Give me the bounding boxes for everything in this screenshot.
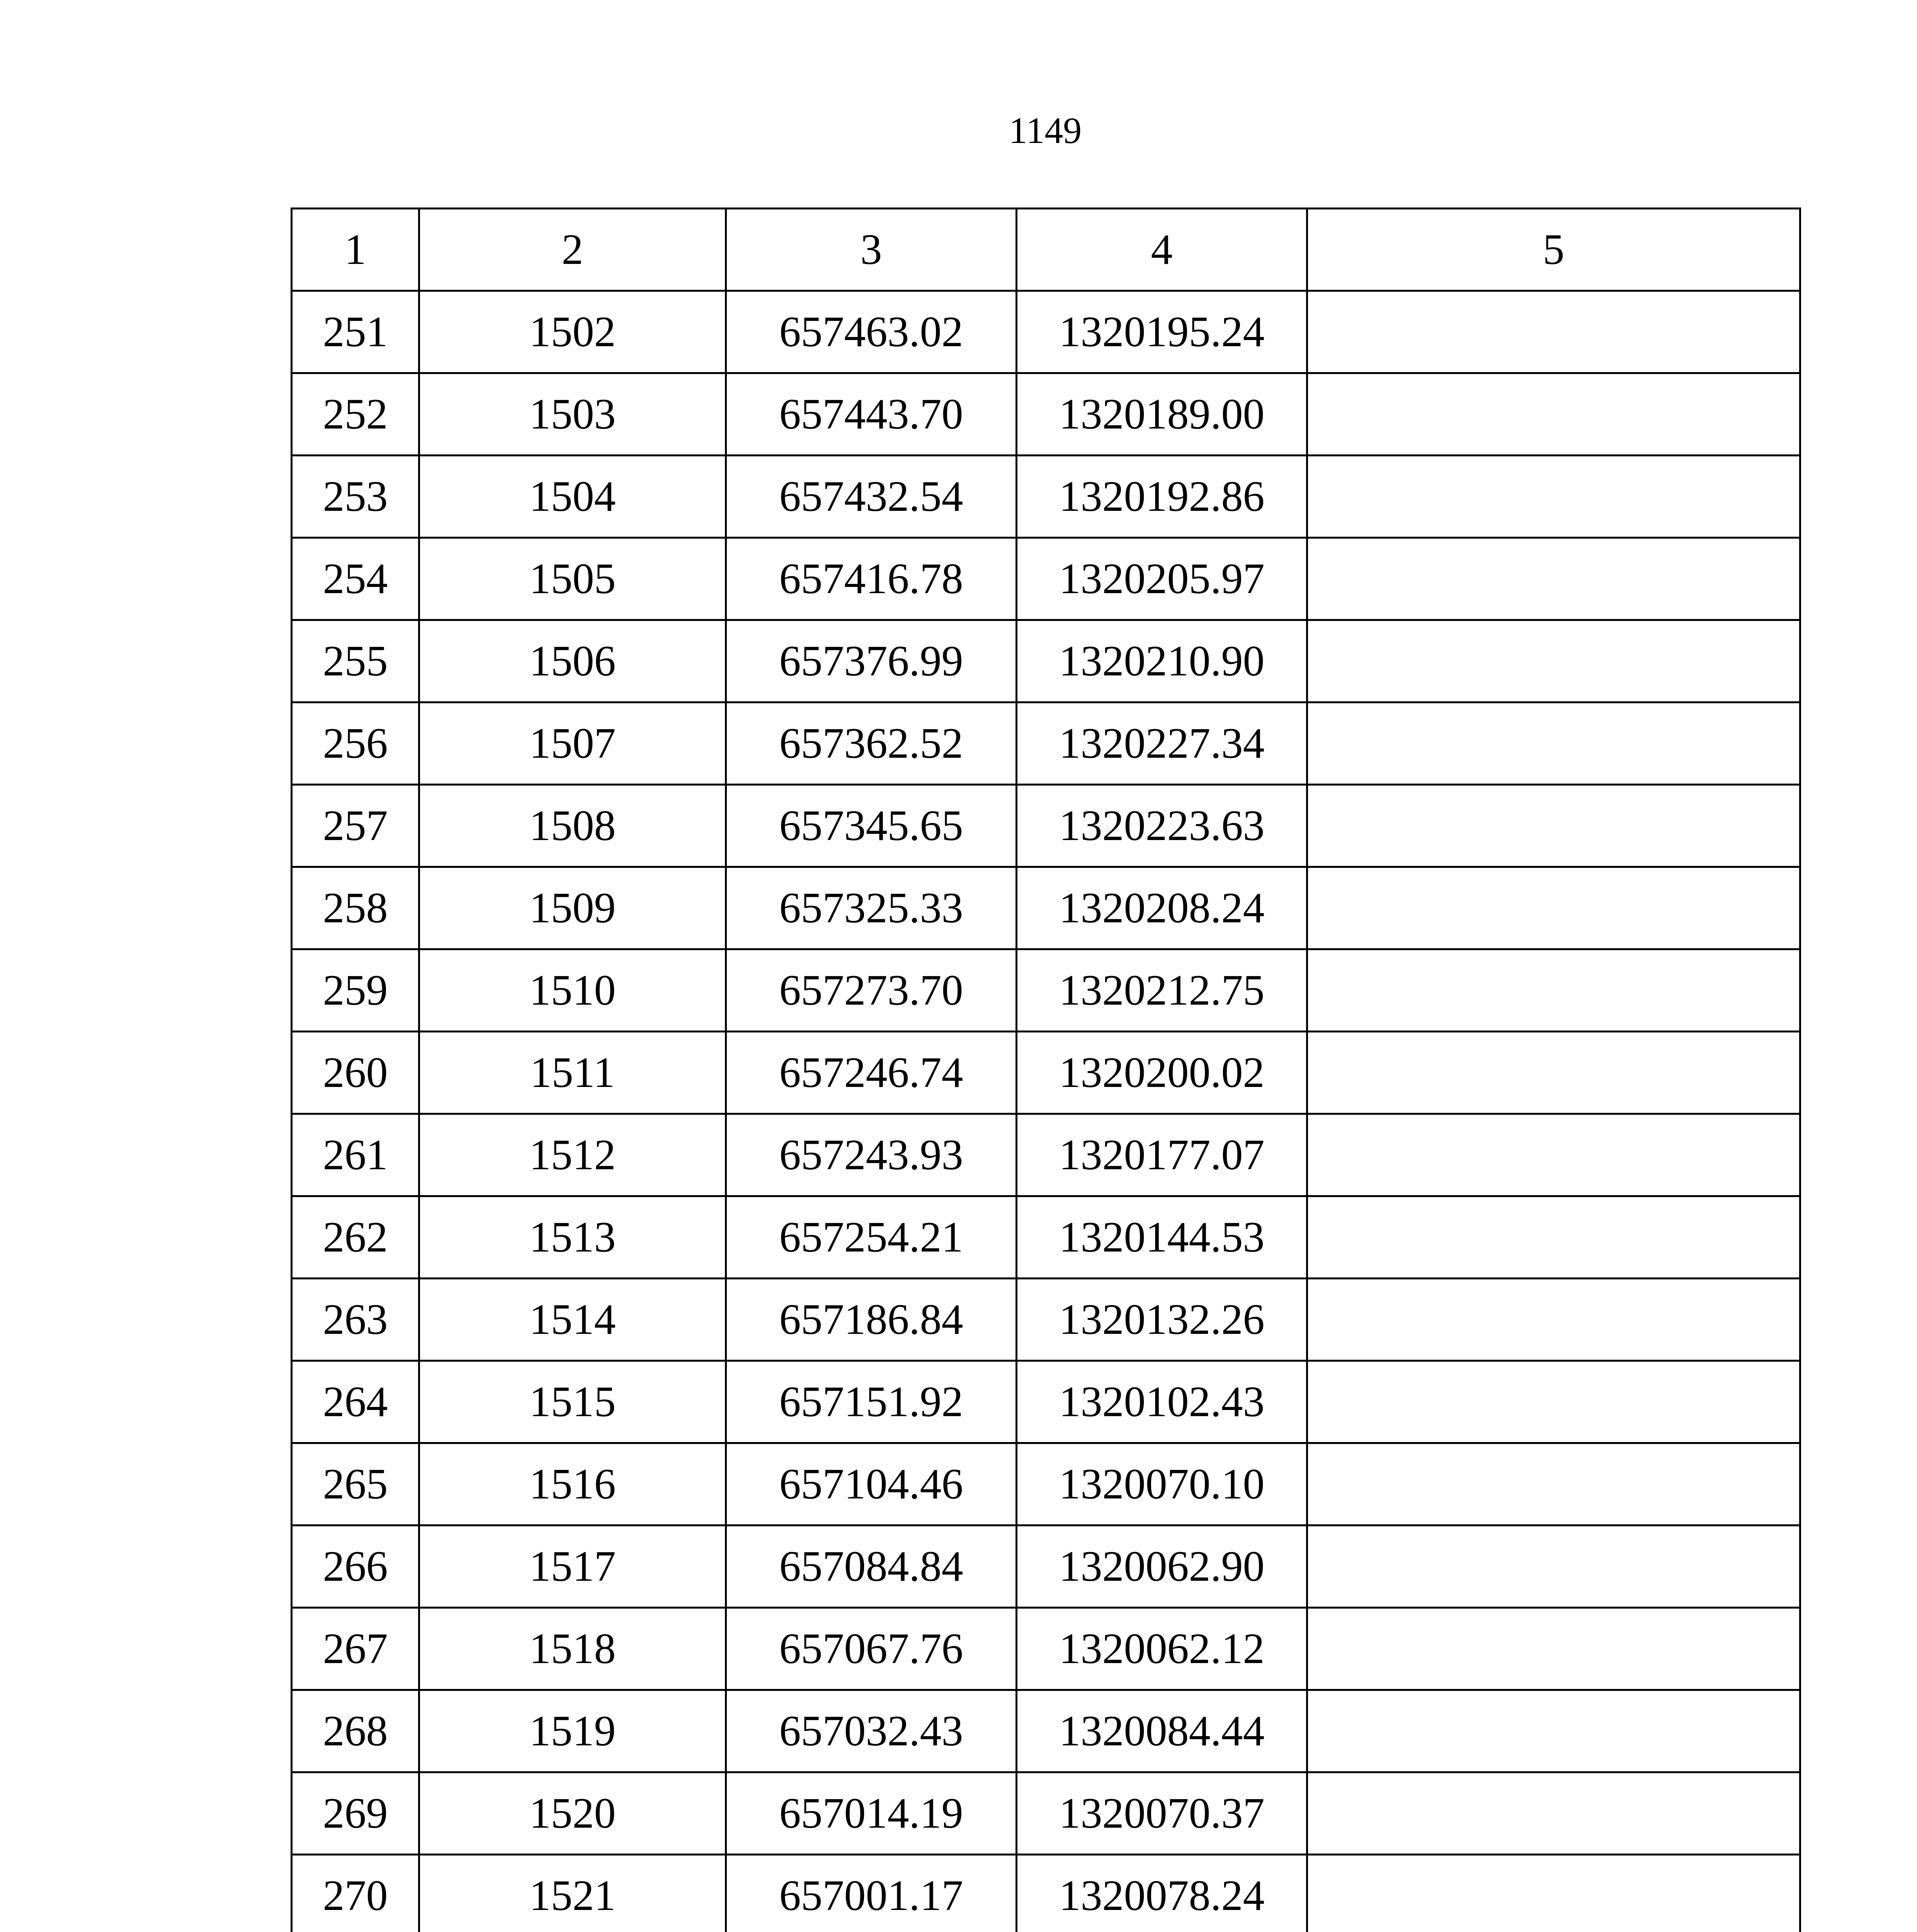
point-number-cell: 1505 bbox=[419, 538, 726, 620]
row-number-cell: 257 bbox=[292, 785, 419, 867]
note-cell bbox=[1307, 1443, 1800, 1526]
row-number-cell: 265 bbox=[292, 1443, 419, 1526]
x-coordinate-cell: 657084.84 bbox=[726, 1526, 1017, 1608]
y-coordinate-cell: 1320102.43 bbox=[1017, 1361, 1307, 1443]
note-cell bbox=[1307, 456, 1800, 538]
note-cell bbox=[1307, 785, 1800, 867]
point-number-cell: 1516 bbox=[419, 1443, 726, 1526]
note-cell bbox=[1307, 373, 1800, 456]
note-cell bbox=[1307, 949, 1800, 1032]
y-coordinate-cell: 1320084.44 bbox=[1017, 1690, 1307, 1772]
note-cell bbox=[1307, 291, 1800, 373]
x-coordinate-cell: 657014.19 bbox=[726, 1772, 1017, 1855]
row-number-cell: 268 bbox=[292, 1690, 419, 1772]
point-number-cell: 1503 bbox=[419, 373, 726, 456]
x-coordinate-cell: 657443.70 bbox=[726, 373, 1017, 456]
y-coordinate-cell: 1320212.75 bbox=[1017, 949, 1307, 1032]
row-number-cell: 256 bbox=[292, 702, 419, 785]
header-cell-2: 2 bbox=[419, 209, 726, 291]
y-coordinate-cell: 1320192.86 bbox=[1017, 456, 1307, 538]
y-coordinate-cell: 1320062.12 bbox=[1017, 1608, 1307, 1690]
x-coordinate-cell: 657273.70 bbox=[726, 949, 1017, 1032]
x-coordinate-cell: 657246.74 bbox=[726, 1032, 1017, 1114]
page-number: 1149 bbox=[1009, 110, 1082, 151]
y-coordinate-cell: 1320195.24 bbox=[1017, 291, 1307, 373]
coordinates-table bbox=[291, 207, 1801, 1932]
row-number-cell: 261 bbox=[292, 1114, 419, 1196]
x-coordinate-cell: 657325.33 bbox=[726, 867, 1017, 949]
table-row bbox=[292, 1855, 1800, 1932]
y-coordinate-cell: 1320144.53 bbox=[1017, 1196, 1307, 1279]
x-coordinate-cell: 657151.92 bbox=[726, 1361, 1017, 1443]
y-coordinate-cell: 1320070.37 bbox=[1017, 1772, 1307, 1855]
table-row bbox=[292, 291, 1800, 373]
note-cell bbox=[1307, 1526, 1800, 1608]
y-coordinate-cell: 1320070.10 bbox=[1017, 1443, 1307, 1526]
x-coordinate-cell: 657416.78 bbox=[726, 538, 1017, 620]
table-row bbox=[292, 1279, 1800, 1361]
row-number-cell: 254 bbox=[292, 538, 419, 620]
table-body bbox=[292, 209, 1800, 1932]
table-row bbox=[292, 538, 1800, 620]
note-cell bbox=[1307, 1361, 1800, 1443]
point-number-cell: 1511 bbox=[419, 1032, 726, 1114]
point-number-cell: 1508 bbox=[419, 785, 726, 867]
header-cell-1: 1 bbox=[292, 209, 419, 291]
point-number-cell: 1510 bbox=[419, 949, 726, 1032]
note-cell bbox=[1307, 1196, 1800, 1279]
y-coordinate-cell: 1320062.90 bbox=[1017, 1526, 1307, 1608]
y-coordinate-cell: 1320205.97 bbox=[1017, 538, 1307, 620]
y-coordinate-cell: 1320227.34 bbox=[1017, 702, 1307, 785]
table-row bbox=[292, 1608, 1800, 1690]
x-coordinate-cell: 657345.65 bbox=[726, 785, 1017, 867]
y-coordinate-cell: 1320223.63 bbox=[1017, 785, 1307, 867]
x-coordinate-cell: 657463.02 bbox=[726, 291, 1017, 373]
point-number-cell: 1517 bbox=[419, 1526, 726, 1608]
note-cell bbox=[1307, 1690, 1800, 1772]
x-coordinate-cell: 657001.17 bbox=[726, 1855, 1017, 1932]
row-number-cell: 252 bbox=[292, 373, 419, 456]
y-coordinate-cell: 1320177.07 bbox=[1017, 1114, 1307, 1196]
x-coordinate-cell: 657067.76 bbox=[726, 1608, 1017, 1690]
row-number-cell: 267 bbox=[292, 1608, 419, 1690]
x-coordinate-cell: 657376.99 bbox=[726, 620, 1017, 702]
note-cell bbox=[1307, 1032, 1800, 1114]
row-number-cell: 266 bbox=[292, 1526, 419, 1608]
y-coordinate-cell: 1320210.90 bbox=[1017, 620, 1307, 702]
x-coordinate-cell: 657254.21 bbox=[726, 1196, 1017, 1279]
point-number-cell: 1521 bbox=[419, 1855, 726, 1932]
row-number-cell: 264 bbox=[292, 1361, 419, 1443]
note-cell bbox=[1307, 867, 1800, 949]
point-number-cell: 1518 bbox=[419, 1608, 726, 1690]
y-coordinate-cell: 1320078.24 bbox=[1017, 1855, 1307, 1932]
y-coordinate-cell: 1320189.00 bbox=[1017, 373, 1307, 456]
table-header-row bbox=[292, 209, 1800, 291]
point-number-cell: 1502 bbox=[419, 291, 726, 373]
point-number-cell: 1507 bbox=[419, 702, 726, 785]
table-row bbox=[292, 949, 1800, 1032]
x-coordinate-cell: 657186.84 bbox=[726, 1279, 1017, 1361]
header-cell-3: 3 bbox=[726, 209, 1017, 291]
point-number-cell: 1519 bbox=[419, 1690, 726, 1772]
row-number-cell: 270 bbox=[292, 1855, 419, 1932]
table-row bbox=[292, 1772, 1800, 1855]
y-coordinate-cell: 1320200.02 bbox=[1017, 1032, 1307, 1114]
note-cell bbox=[1307, 1855, 1800, 1932]
table-row bbox=[292, 1032, 1800, 1114]
note-cell bbox=[1307, 1114, 1800, 1196]
row-number-cell: 260 bbox=[292, 1032, 419, 1114]
note-cell bbox=[1307, 1608, 1800, 1690]
y-coordinate-cell: 1320132.26 bbox=[1017, 1279, 1307, 1361]
x-coordinate-cell: 657243.93 bbox=[726, 1114, 1017, 1196]
x-coordinate-cell: 657432.54 bbox=[726, 456, 1017, 538]
point-number-cell: 1515 bbox=[419, 1361, 726, 1443]
table-row bbox=[292, 456, 1800, 538]
row-number-cell: 259 bbox=[292, 949, 419, 1032]
point-number-cell: 1506 bbox=[419, 620, 726, 702]
note-cell bbox=[1307, 620, 1800, 702]
row-number-cell: 262 bbox=[292, 1196, 419, 1279]
x-coordinate-cell: 657104.46 bbox=[726, 1443, 1017, 1526]
table-row bbox=[292, 867, 1800, 949]
table-row bbox=[292, 1114, 1800, 1196]
note-cell bbox=[1307, 1772, 1800, 1855]
table-row bbox=[292, 1526, 1800, 1608]
table-row bbox=[292, 620, 1800, 702]
table-row bbox=[292, 1690, 1800, 1772]
x-coordinate-cell: 657362.52 bbox=[726, 702, 1017, 785]
y-coordinate-cell: 1320208.24 bbox=[1017, 867, 1307, 949]
table-row bbox=[292, 1361, 1800, 1443]
header-cell-5: 5 bbox=[1307, 209, 1800, 291]
table-row bbox=[292, 702, 1800, 785]
x-coordinate-cell: 657032.43 bbox=[726, 1690, 1017, 1772]
header-cell-4: 4 bbox=[1017, 209, 1307, 291]
row-number-cell: 263 bbox=[292, 1279, 419, 1361]
note-cell bbox=[1307, 538, 1800, 620]
table-row bbox=[292, 785, 1800, 867]
point-number-cell: 1514 bbox=[419, 1279, 726, 1361]
point-number-cell: 1509 bbox=[419, 867, 726, 949]
row-number-cell: 258 bbox=[292, 867, 419, 949]
row-number-cell: 251 bbox=[292, 291, 419, 373]
row-number-cell: 269 bbox=[292, 1772, 419, 1855]
table-row bbox=[292, 1196, 1800, 1279]
point-number-cell: 1513 bbox=[419, 1196, 726, 1279]
point-number-cell: 1520 bbox=[419, 1772, 726, 1855]
point-number-cell: 1504 bbox=[419, 456, 726, 538]
table-row bbox=[292, 1443, 1800, 1526]
table-row bbox=[292, 373, 1800, 456]
row-number-cell: 253 bbox=[292, 456, 419, 538]
note-cell bbox=[1307, 1279, 1800, 1361]
row-number-cell: 255 bbox=[292, 620, 419, 702]
point-number-cell: 1512 bbox=[419, 1114, 726, 1196]
note-cell bbox=[1307, 702, 1800, 785]
